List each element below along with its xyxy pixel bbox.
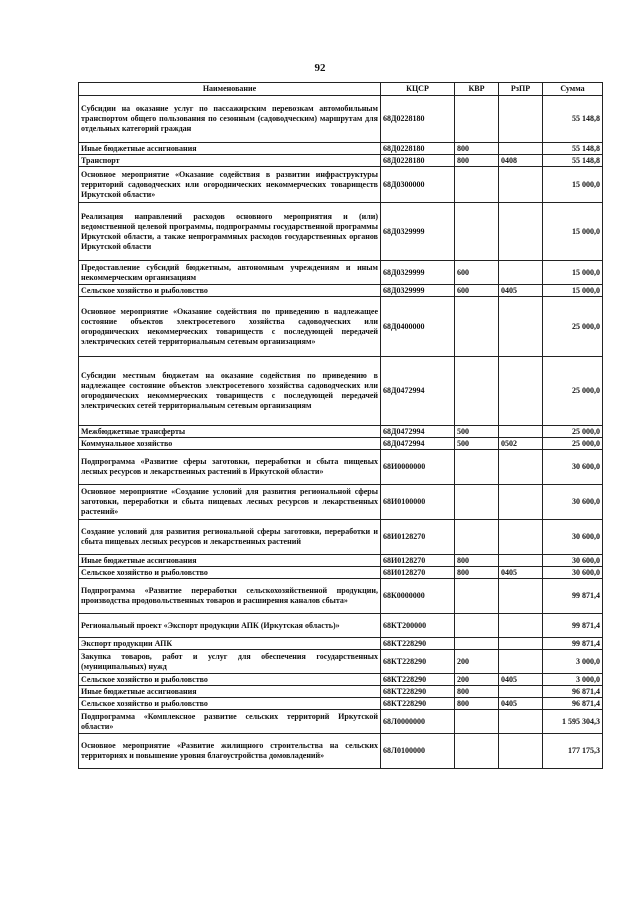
cell-kcsr: 68И0128270: [381, 520, 455, 555]
cell-sum: 15 000,0: [543, 203, 603, 261]
cell-sum: 99 871,4: [543, 614, 603, 638]
cell-kvr: 800: [455, 567, 499, 579]
cell-kvr: [455, 485, 499, 520]
cell-name: Коммунальное хозяйство: [79, 438, 381, 450]
cell-kcsr: 68Д0400000: [381, 297, 455, 357]
cell-kcsr: 68Д0472994: [381, 357, 455, 426]
table-row: [79, 167, 603, 203]
header-sum: Сумма: [543, 83, 603, 96]
cell-sum: 96 871,4: [543, 698, 603, 710]
cell-kvr: 800: [455, 686, 499, 698]
cell-kvr: [455, 579, 499, 614]
table-row: [79, 155, 603, 167]
cell-rzpr: [499, 426, 543, 438]
cell-sum: 96 871,4: [543, 686, 603, 698]
cell-kvr: 200: [455, 674, 499, 686]
cell-sum: 1 595 304,3: [543, 710, 603, 734]
cell-kvr: [455, 734, 499, 769]
cell-sum: 55 148,8: [543, 96, 603, 143]
cell-rzpr: [499, 297, 543, 357]
cell-rzpr: [499, 710, 543, 734]
cell-kvr: [455, 96, 499, 143]
cell-kcsr: 68КТ200000: [381, 614, 455, 638]
cell-name: Иные бюджетные ассигнования: [79, 555, 381, 567]
cell-name: Субсидии на оказание услуг по пассажирским перевозкам автомобильным транспортом общего пользования по сезонным (садоводческим) маршрутам для отдельных категорий граждан: [79, 96, 381, 143]
cell-kvr: [455, 520, 499, 555]
cell-kcsr: 68КТ228290: [381, 674, 455, 686]
cell-rzpr: 0405: [499, 674, 543, 686]
table-row: [79, 357, 603, 426]
table-body: [79, 96, 603, 769]
cell-name: Сельское хозяйство и рыболовство: [79, 567, 381, 579]
cell-kcsr: 68КТ228290: [381, 686, 455, 698]
cell-kcsr: 68И0128270: [381, 555, 455, 567]
cell-kcsr: 68Д0329999: [381, 203, 455, 261]
cell-kvr: [455, 167, 499, 203]
cell-name: Основное мероприятие «Оказание содействия по приведению в надлежащее состояние объектов электросетевого хозяйства садоводческих или огороднических некоммерческих товариществ с последующей передачей электрических сетей территориальным сетевым организациям»: [79, 297, 381, 357]
cell-rzpr: [499, 614, 543, 638]
cell-rzpr: 0405: [499, 285, 543, 297]
cell-kcsr: 68И0128270: [381, 567, 455, 579]
cell-sum: 30 600,0: [543, 520, 603, 555]
cell-sum: 30 600,0: [543, 485, 603, 520]
cell-sum: 15 000,0: [543, 261, 603, 285]
cell-name: Предоставление субсидий бюджетным, автономным учреждениям и иным некоммерческим организациям: [79, 261, 381, 285]
cell-kvr: 800: [455, 555, 499, 567]
cell-rzpr: [499, 167, 543, 203]
cell-name: Сельское хозяйство и рыболовство: [79, 698, 381, 710]
cell-kcsr: 68К0000000: [381, 579, 455, 614]
table-row: [79, 285, 603, 297]
cell-kcsr: 68И0100000: [381, 485, 455, 520]
cell-kcsr: 68Д0300000: [381, 167, 455, 203]
table-row: [79, 698, 603, 710]
table-row: [79, 426, 603, 438]
cell-sum: 25 000,0: [543, 426, 603, 438]
cell-name: Подпрограмма «Развитие сферы заготовки, переработки и сбыта пищевых лесных ресурсов и лекарственных растений в Иркутской области»: [79, 450, 381, 485]
table-row: [79, 674, 603, 686]
cell-kvr: 600: [455, 285, 499, 297]
cell-rzpr: [499, 261, 543, 285]
cell-kvr: [455, 450, 499, 485]
cell-rzpr: [499, 450, 543, 485]
cell-kcsr: 68КТ228290: [381, 650, 455, 674]
cell-name: Субсидии местным бюджетам на оказание содействия по приведению в надлежащее состояние объектов электросетевого хозяйства садоводческих или огороднических некоммерческих товариществ с последующей передачей электрических сетей территориальным сетевым организациям: [79, 357, 381, 426]
cell-sum: 55 148,8: [543, 143, 603, 155]
cell-rzpr: [499, 357, 543, 426]
cell-rzpr: 0405: [499, 698, 543, 710]
table-row: [79, 686, 603, 698]
table-row: [79, 297, 603, 357]
cell-kcsr: 68Д0329999: [381, 285, 455, 297]
cell-kvr: [455, 710, 499, 734]
header-kcsr: КЦСР: [381, 83, 455, 96]
table-row: [79, 203, 603, 261]
cell-name: Основное мероприятие «Создание условий для развития региональной сферы заготовки, переработки и сбыта пищевых лесных ресурсов и лекарственных растений»: [79, 485, 381, 520]
cell-kcsr: 68КТ228290: [381, 698, 455, 710]
cell-rzpr: [499, 734, 543, 769]
table-row: [79, 650, 603, 674]
cell-name: Основное мероприятие «Оказание содействия в развитии инфраструктуры территорий садоводческих или огороднических некоммерческих товариществ Иркутской области»: [79, 167, 381, 203]
cell-sum: 30 600,0: [543, 450, 603, 485]
cell-rzpr: [499, 650, 543, 674]
cell-name: Создание условий для развития региональной сферы заготовки, переработки и сбыта пищевых лесных ресурсов и лекарственных растений: [79, 520, 381, 555]
cell-sum: 30 600,0: [543, 567, 603, 579]
cell-name: Реализация направлений расходов основного мероприятия и (или) ведомственной целевой программы, подпрограммы государственной программы Иркутской области, а также непрограммных расходов государственных органов Иркутской области: [79, 203, 381, 261]
cell-rzpr: 0405: [499, 567, 543, 579]
cell-kcsr: 68Д0228180: [381, 96, 455, 143]
cell-name: Иные бюджетные ассигнования: [79, 686, 381, 698]
table-row: [79, 638, 603, 650]
cell-sum: 25 000,0: [543, 357, 603, 426]
cell-name: Иные бюджетные ассигнования: [79, 143, 381, 155]
table-row: [79, 261, 603, 285]
cell-name: Сельское хозяйство и рыболовство: [79, 674, 381, 686]
table-row: [79, 485, 603, 520]
cell-kvr: 800: [455, 155, 499, 167]
cell-sum: 177 175,3: [543, 734, 603, 769]
cell-kcsr: 68Д0228180: [381, 155, 455, 167]
table-row: [79, 567, 603, 579]
table-row: [79, 96, 603, 143]
cell-kvr: [455, 203, 499, 261]
cell-sum: 15 000,0: [543, 285, 603, 297]
cell-rzpr: [499, 520, 543, 555]
cell-kvr: 800: [455, 143, 499, 155]
table-row: [79, 438, 603, 450]
cell-rzpr: [499, 686, 543, 698]
table-row: [79, 710, 603, 734]
table-row: [79, 143, 603, 155]
cell-rzpr: 0408: [499, 155, 543, 167]
cell-sum: 25 000,0: [543, 297, 603, 357]
table-row: [79, 450, 603, 485]
cell-sum: 25 000,0: [543, 438, 603, 450]
cell-name: Сельское хозяйство и рыболовство: [79, 285, 381, 297]
header-kvr: КВР: [455, 83, 499, 96]
cell-sum: 3 000,0: [543, 674, 603, 686]
cell-rzpr: [499, 579, 543, 614]
cell-kcsr: 68КТ228290: [381, 638, 455, 650]
header-name: Наименование: [79, 83, 381, 96]
cell-kvr: 500: [455, 426, 499, 438]
cell-kvr: 600: [455, 261, 499, 285]
cell-kcsr: 68Д0228180: [381, 143, 455, 155]
table-row: [79, 614, 603, 638]
cell-name: Межбюджетные трансферты: [79, 426, 381, 438]
cell-name: Закупка товаров, работ и услуг для обеспечения государственных (муниципальных) нужд: [79, 650, 381, 674]
cell-kcsr: 68Л0100000: [381, 734, 455, 769]
cell-sum: 99 871,4: [543, 638, 603, 650]
cell-kvr: 200: [455, 650, 499, 674]
cell-name: Транспорт: [79, 155, 381, 167]
cell-kcsr: 68Д0472994: [381, 438, 455, 450]
cell-kcsr: 68Л0000000: [381, 710, 455, 734]
cell-kvr: [455, 297, 499, 357]
cell-rzpr: [499, 485, 543, 520]
cell-rzpr: [499, 555, 543, 567]
cell-kcsr: 68И0000000: [381, 450, 455, 485]
cell-name: Основное мероприятие «Развитие жилищного строительства на сельских территориях и повышение уровня благоустройства домовладений»: [79, 734, 381, 769]
table-row: [79, 520, 603, 555]
cell-rzpr: [499, 638, 543, 650]
cell-sum: 15 000,0: [543, 167, 603, 203]
cell-sum: 55 148,8: [543, 155, 603, 167]
cell-kvr: [455, 614, 499, 638]
cell-sum: 99 871,4: [543, 579, 603, 614]
cell-sum: 3 000,0: [543, 650, 603, 674]
cell-rzpr: [499, 96, 543, 143]
cell-kcsr: 68Д0472994: [381, 426, 455, 438]
cell-name: Подпрограмма «Развитие переработки сельскохозяйственной продукции, производства продовольственных товаров и расширения каналов сбыта»: [79, 579, 381, 614]
cell-name: Экспорт продукции АПК: [79, 638, 381, 650]
cell-rzpr: 0502: [499, 438, 543, 450]
table-header-row: [79, 83, 603, 96]
cell-name: Региональный проект «Экспорт продукции АПК (Иркутская область)»: [79, 614, 381, 638]
header-rzpr: РзПР: [499, 83, 543, 96]
cell-rzpr: [499, 143, 543, 155]
table-row: [79, 555, 603, 567]
table-row: [79, 734, 603, 769]
cell-kvr: 800: [455, 698, 499, 710]
cell-name: Подпрограмма «Комплексное развитие сельских территорий Иркутской области»: [79, 710, 381, 734]
budget-table: [78, 82, 603, 769]
cell-kvr: [455, 638, 499, 650]
cell-kvr: 500: [455, 438, 499, 450]
page-number: 92: [314, 62, 326, 74]
cell-kcsr: 68Д0329999: [381, 261, 455, 285]
cell-rzpr: [499, 203, 543, 261]
cell-kvr: [455, 357, 499, 426]
table-row: [79, 579, 603, 614]
cell-sum: 30 600,0: [543, 555, 603, 567]
